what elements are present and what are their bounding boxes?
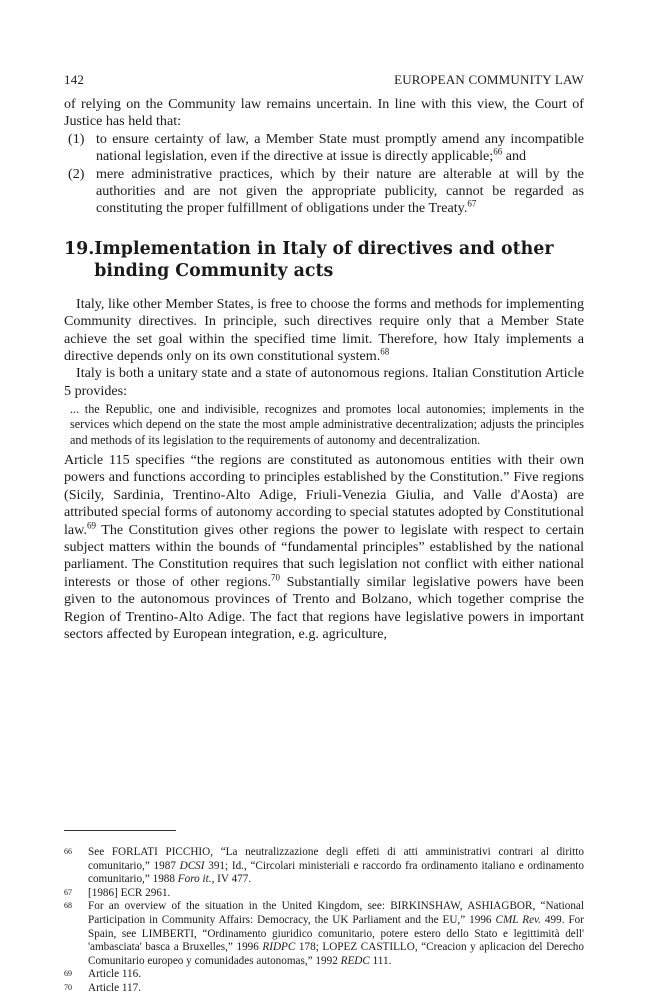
- list-item-text: [96, 131, 584, 166]
- footnote-segment: , IV 477.: [211, 873, 252, 886]
- running-title: EUROPEAN COMMUNITY LAW: [394, 72, 584, 87]
- footnote-citation: CML Rev.: [495, 913, 541, 926]
- paragraph: [64, 452, 584, 643]
- footnote-citation: RIDPC: [262, 941, 296, 954]
- footnote-citation: REDC: [340, 954, 370, 967]
- footnote-text: [1986] ECR 2961.: [88, 886, 171, 899]
- footnote-text: Article 116.: [88, 968, 142, 981]
- paragraph-text: Article 115 specifies “the regions are constituted as autonomous entities with their own powers and functions according to principles established by the Constitution.” Five regions (Sicily, Sardinia, Trentino-Alto Adige, Friuli-Venezia Giulia, and Valle d'Aosta) are attributed special forms of autonomy according to special statutes adopted by Constitutional law.: [64, 451, 584, 538]
- section-number: 19.: [64, 238, 95, 259]
- footnote-ref[interactable]: 67: [467, 198, 477, 209]
- paragraph-text: Substantially similar legislative powers have been given to the autonomous provinces of Trento and Bolzano, which together comprise the Region of Trentino-Alto Adige. The fact that regions have legislative powers in important sectors affected by European integration, e.g. agriculture,: [64, 573, 584, 642]
- list-item-number: (2): [68, 165, 85, 182]
- footnote-number: 70: [64, 982, 72, 992]
- page-number: 142: [64, 72, 85, 87]
- section-title: Implementation in Italy of directives and other binding Community acts: [94, 238, 554, 281]
- footnote-ref[interactable]: 69: [86, 519, 96, 530]
- footnote-citation: Foro it.: [177, 873, 212, 886]
- footnote-number: 68: [64, 901, 72, 911]
- page: [64, 72, 584, 643]
- footnote-segment: See FORLATI PICCHIO, “La neutralizzazione degli effeti di atti amministrativi contrari al diritto comunitario,” 1987: [88, 846, 584, 872]
- footnote-segment: 111.: [369, 954, 392, 967]
- footnotes: [64, 846, 584, 996]
- footnote-text: [88, 900, 584, 968]
- footnote-segment: For an overview of the situation in the United Kingdom, see: BIRKINSHAW, ASHIAGBOR, “National Participation in Community Affairs: Democracy, the UK Parliament and the EU,” 1996: [88, 900, 584, 926]
- list-item-text: [96, 166, 584, 218]
- footnote-segment: 499. For Spain, see LIMBERTI, “Ordinamento giuridico comunitario, potere estero dello Stato e legittimità dell' 'ambasciata' basca a Bruxelles,” 1996: [88, 913, 584, 954]
- holding-list: [64, 131, 584, 218]
- list-item-number: (1): [68, 130, 85, 147]
- running-header: [64, 72, 584, 96]
- paragraph: [64, 296, 584, 366]
- paragraph-text: Italy, like other Member States, is free to choose the forms and methods for implementing Community directives. In principle, such directives require only that a Member State achieve the set goal within the specified time limit. Therefore, how Italy implements a directive depends only on its own constitutional system.: [64, 295, 584, 365]
- footnote: [64, 982, 584, 996]
- footnote-segment: 391; Id., “Circolari ministeriali e raccordo fra ordinamento italiano e ordinamento comunitario,” 1988: [88, 859, 584, 886]
- footnote-ref[interactable]: 68: [380, 346, 390, 357]
- footnote: [64, 887, 584, 901]
- footnote-text: [88, 846, 584, 887]
- footnote: [64, 846, 584, 887]
- list-item-tail: and: [502, 148, 527, 165]
- section-heading: [64, 238, 584, 282]
- footnote-number: 69: [64, 969, 72, 979]
- footnote-divider: [64, 830, 176, 831]
- paragraph-text: The Constitution gives other regions the power to legislate with respect to certain subject matters within the bounds of “fundamental principles” established by the national parliament. The Constitution requires that such legislation not conflict with either national interests or those of other regions.: [64, 521, 584, 590]
- footnote-ref[interactable]: 66: [493, 146, 503, 157]
- paragraph: Italy is both a unitary state and a state of autonomous regions. Italian Constitution Article 5 provides:: [64, 365, 584, 399]
- footnote-text: Article 117.: [88, 981, 142, 994]
- intro-paragraph: of relying on the Community law remains uncertain. In line with this view, the Court of Justice has held that:: [64, 96, 584, 130]
- list-item-body: to ensure certainty of law, a Member State must promptly amend any incompatible national legislation, even if the directive at issue is directly applicable;: [96, 130, 584, 165]
- footnote: [64, 900, 584, 968]
- list-item: [64, 131, 584, 166]
- list-item: [64, 166, 584, 218]
- footnote-number: 66: [64, 847, 72, 856]
- footnote-segment: 178; LOPEZ CASTILLO, “Creacion y aplicacion del Derecho Comunitario europeo y comunidades autonomas,” 1992: [88, 941, 584, 967]
- block-quote: ... the Republic, one and indivisible, recognizes and promotes local autonomies; implements in the services which depend on the state the most ample administrative decentralization; adjusts the principles and methods of its legislation to the requirements of autonomy and decentralization.: [70, 402, 584, 447]
- footnote: [64, 968, 584, 982]
- list-item-body: mere administrative practices, which by their nature are alterable at will by the authorities and are not given the appropriate publicity, cannot be regarded as constituting the proper fulfillment of obligations under the Treaty.: [96, 165, 584, 217]
- footnote-ref[interactable]: 70: [271, 572, 280, 583]
- footnote-citation: DCSI: [179, 859, 205, 872]
- footnote-number: 67: [64, 887, 72, 897]
